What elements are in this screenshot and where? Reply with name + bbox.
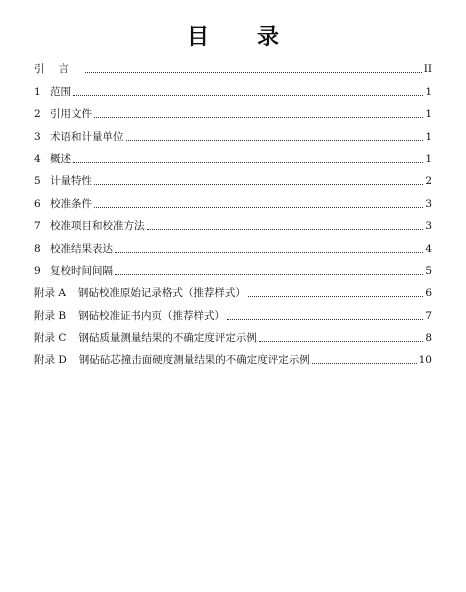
toc-leader-dots xyxy=(94,206,423,208)
toc-number: 3 xyxy=(34,130,41,143)
toc-entry-5[interactable] xyxy=(34,166,432,188)
toc-label: 引言 xyxy=(34,63,83,76)
toc-label: 引用文件 xyxy=(50,108,92,121)
toc-entry-7[interactable] xyxy=(34,211,432,233)
toc-entry-6[interactable] xyxy=(34,188,432,210)
toc-entry-1[interactable] xyxy=(34,76,432,98)
toc-number: 2 xyxy=(34,108,41,121)
toc-page-number: 3 xyxy=(425,197,432,210)
toc-page-number: 3 xyxy=(425,220,432,233)
toc-page-number: II xyxy=(423,63,432,76)
toc-number: 附录 C xyxy=(34,332,67,345)
toc-number: 8 xyxy=(34,242,41,255)
toc-leader-dots xyxy=(248,295,423,297)
toc-label: 钢砧质量测量结果的不确定度评定示例 xyxy=(78,332,257,345)
toc-leader-dots xyxy=(73,161,423,163)
toc-leader-dots xyxy=(115,273,423,275)
toc-label: 校准项目和校准方法 xyxy=(50,220,145,233)
toc-entry-2[interactable] xyxy=(34,99,432,121)
toc-entry-intro[interactable] xyxy=(34,54,432,76)
toc-leader-dots xyxy=(259,340,423,342)
toc-number: 1 xyxy=(34,85,41,98)
toc-number: 附录 B xyxy=(34,309,67,322)
toc-label: 钢砧校准证书内页（推荐样式） xyxy=(78,309,226,322)
toc-entry-8[interactable] xyxy=(34,233,432,255)
toc-leader-dots xyxy=(126,139,424,141)
table-of-contents xyxy=(34,54,432,367)
toc-leader-dots xyxy=(227,318,423,320)
toc-label: 复校时间间隔 xyxy=(50,264,113,277)
toc-leader-dots xyxy=(85,71,422,73)
toc-page-number: 4 xyxy=(425,242,432,255)
toc-entry-9[interactable] xyxy=(34,256,432,278)
toc-label: 术语和计量单位 xyxy=(50,130,124,143)
toc-page-number: 1 xyxy=(425,152,432,165)
toc-number: 附录 D xyxy=(34,354,67,367)
toc-leader-dots xyxy=(147,228,424,230)
toc-leader-dots xyxy=(312,362,417,364)
toc-page-number: 7 xyxy=(425,309,432,322)
toc-label: 钢砧校准原始记录格式（推荐样式） xyxy=(77,287,246,300)
toc-page-number: 1 xyxy=(425,108,432,121)
toc-number: 5 xyxy=(34,175,41,188)
toc-label: 校准条件 xyxy=(50,197,92,210)
toc-page-number: 1 xyxy=(425,85,432,98)
toc-number: 7 xyxy=(34,220,41,233)
toc-page-number: 5 xyxy=(425,264,432,277)
toc-label: 校准结果表达 xyxy=(50,242,113,255)
toc-page-number: 1 xyxy=(425,130,432,143)
toc-entry-appendix-b[interactable] xyxy=(34,300,432,322)
toc-page-number: 8 xyxy=(425,332,432,345)
toc-label: 计量特性 xyxy=(50,175,92,188)
toc-label: 范围 xyxy=(50,85,71,98)
toc-label: 钢砧砧芯撞击面硬度测量结果的不确定度评定示例 xyxy=(78,354,310,367)
toc-number: 6 xyxy=(34,197,41,210)
toc-number: 9 xyxy=(34,264,41,277)
toc-leader-dots xyxy=(115,251,423,253)
toc-page-number: 10 xyxy=(418,354,432,367)
page-title xyxy=(0,22,466,52)
title-char-2: 录 xyxy=(257,24,280,50)
toc-entry-3[interactable] xyxy=(34,121,432,143)
toc-label: 概述 xyxy=(50,152,71,165)
title-char-1: 目 xyxy=(186,24,209,50)
toc-leader-dots xyxy=(94,116,423,118)
toc-entry-appendix-c[interactable] xyxy=(34,323,432,345)
toc-leader-dots xyxy=(94,183,423,185)
toc-entry-4[interactable] xyxy=(34,144,432,166)
toc-entry-appendix-d[interactable] xyxy=(34,345,432,367)
toc-leader-dots xyxy=(73,94,423,96)
toc-entry-appendix-a[interactable] xyxy=(34,278,432,300)
toc-page-number: 6 xyxy=(425,287,432,300)
toc-page-number: 2 xyxy=(425,175,432,188)
toc-number: 4 xyxy=(34,152,41,165)
toc-number: 附录 A xyxy=(34,287,66,300)
